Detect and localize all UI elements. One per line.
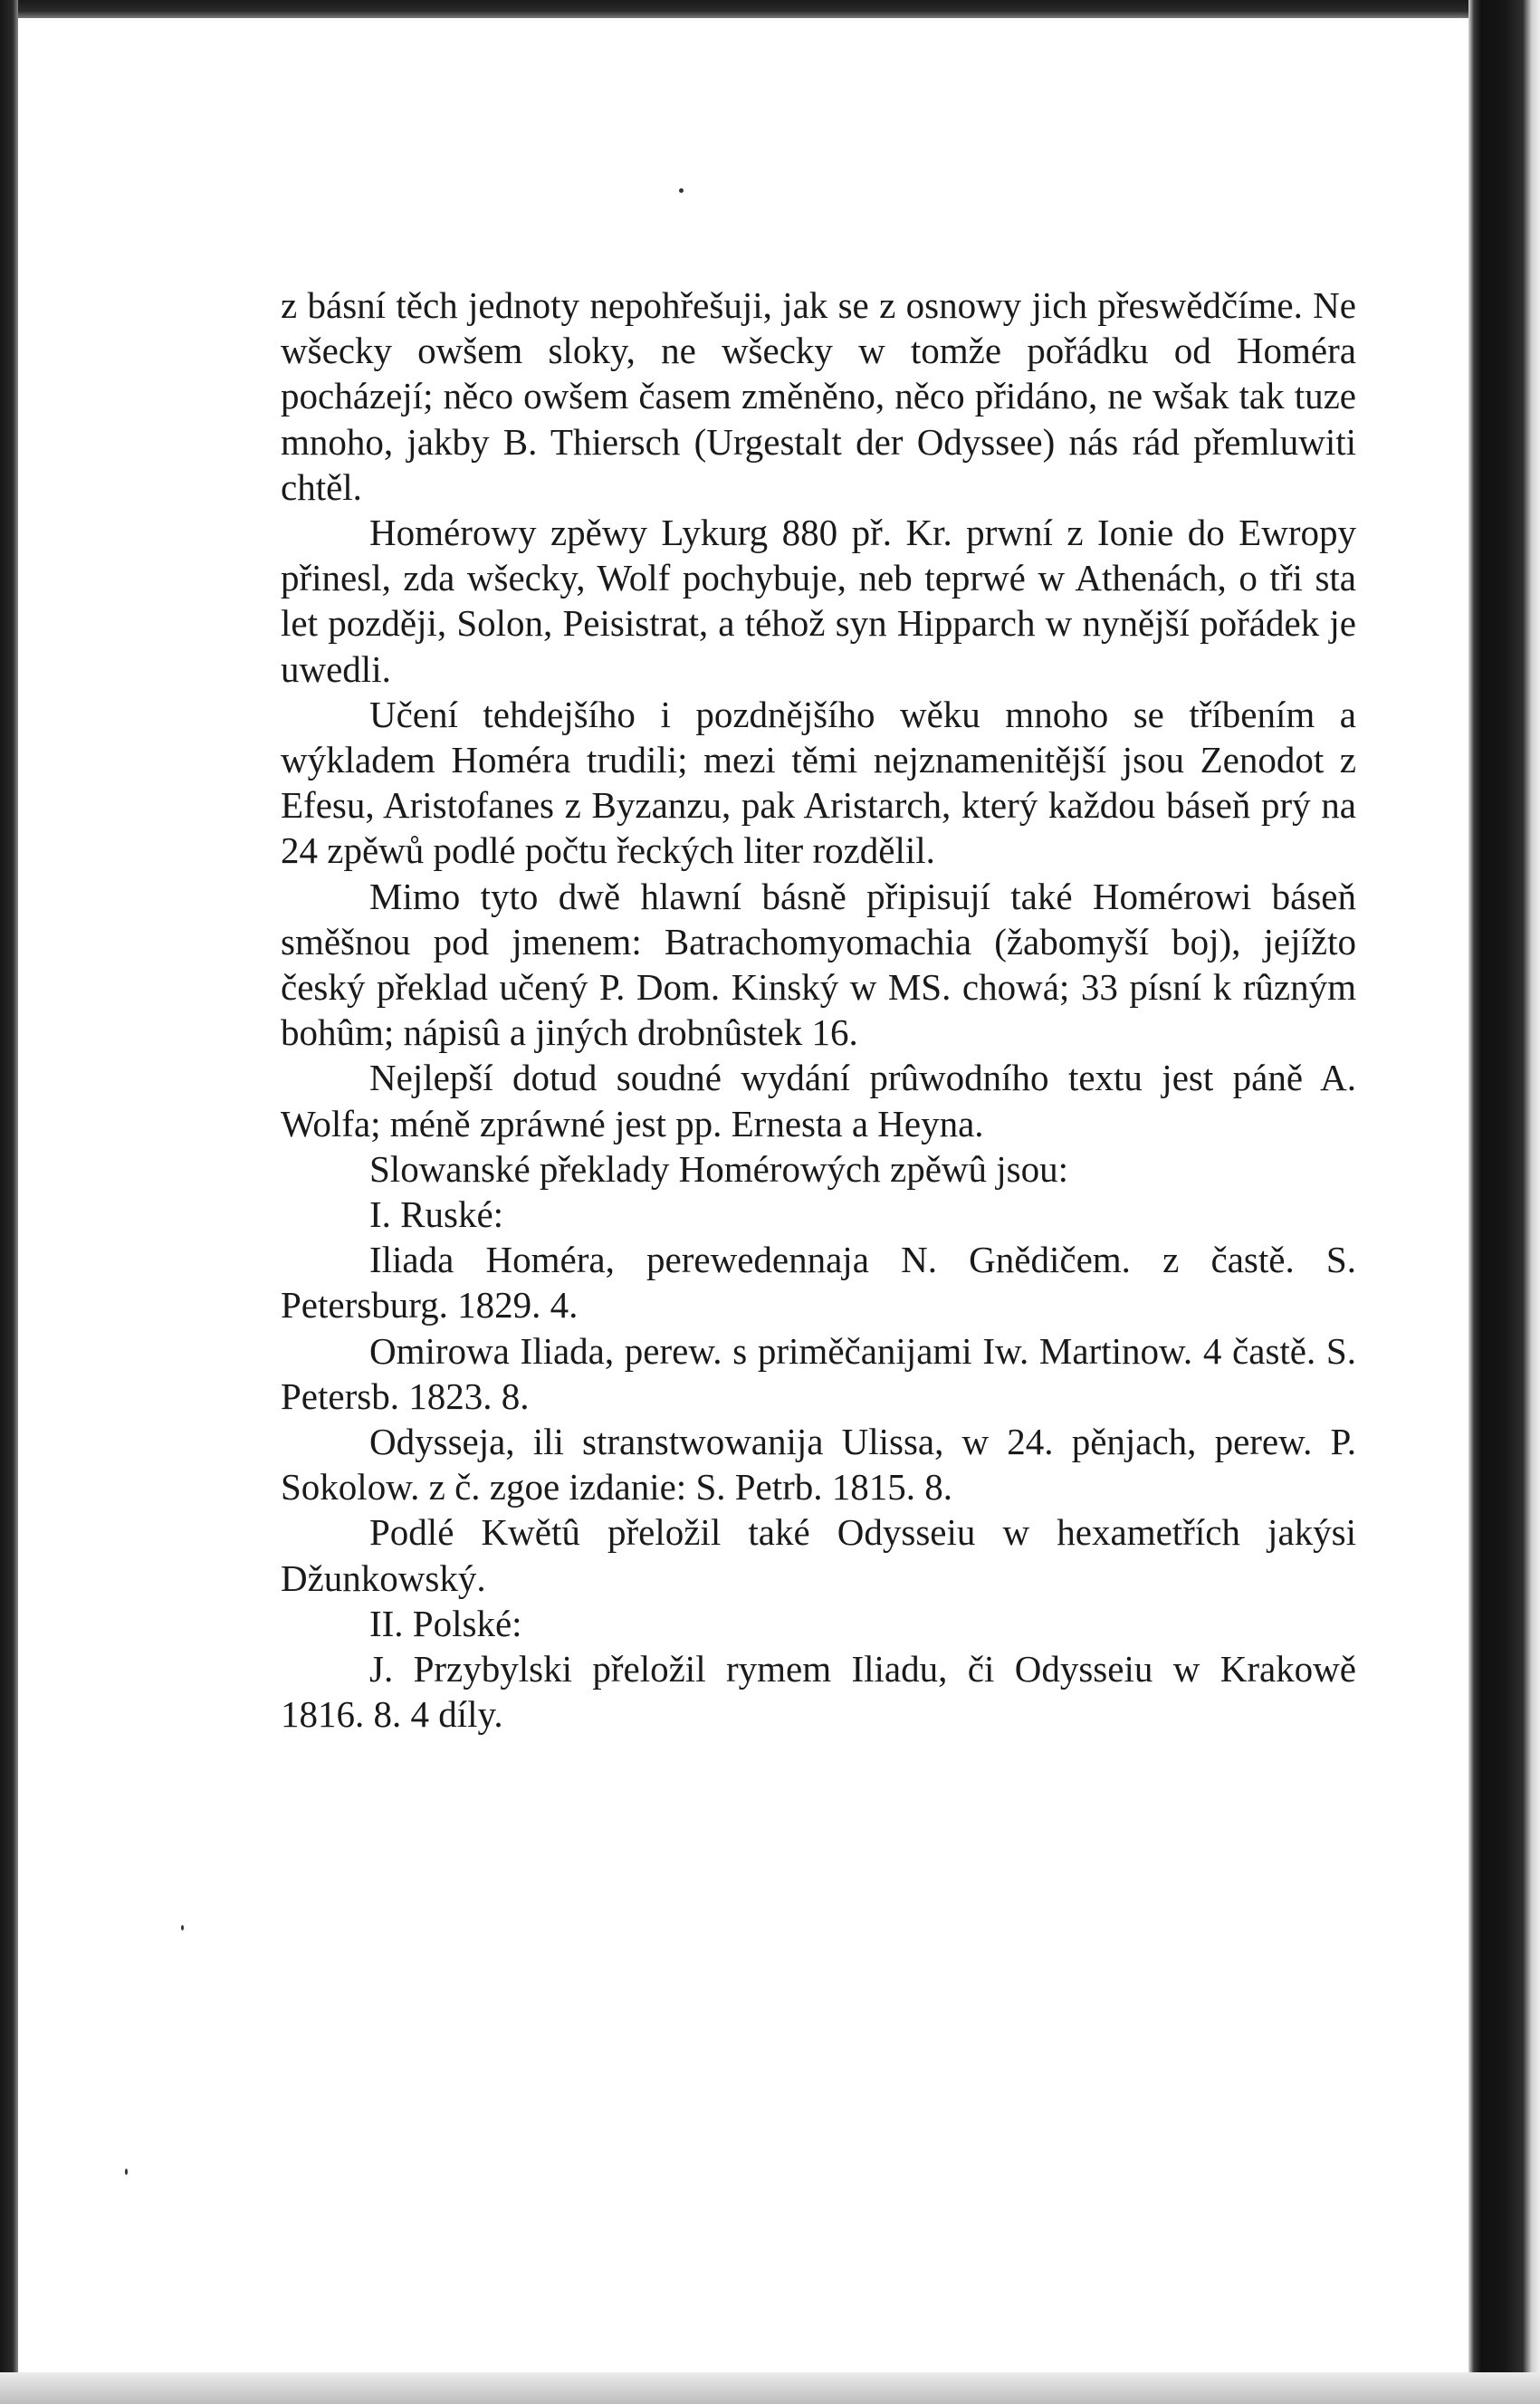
scan-edge-top (0, 0, 1540, 18)
paragraph: Mimo tyto dwě hlawní básně připisují také Homérowi báseň směšnou pod jmenem: Batrachomyomachia (žabomyší boj), jejížto český překlad učený P. Dom. Kinský w MS. chowá; 33 písní k rûzným bohûm; nápisû a jiných drobnûstek 16. (281, 875, 1356, 1054)
scan-edge-bottom (0, 2372, 1540, 2404)
ink-speck (679, 188, 684, 193)
section-heading: II. Polské: (369, 1602, 522, 1644)
body-text (281, 283, 1356, 1738)
bibliography-entry: Podlé Kwětû přeložil také Odysseiu w hexametřích jakýsi Džunkowský. (281, 1511, 1356, 1599)
bibliography-entry: Odysseja, ili stranstwowanija Ulissa, w 24. pěnjach, perew. P. Sokolow. z č. zgoe izdanie: S. Petrb. 1815. 8. (281, 1421, 1356, 1508)
section-heading: I. Ruské: (369, 1193, 504, 1236)
paragraph: z básní těch jednoty nepohřešuji, jak se z osnowy jich přeswědčíme. Ne wšecky owšem sloky, ne wšecky w tomže pořádku od Homéra pocházejí; něco owšem časem změněno, něco přidáno, ne wšak tak tuze mnoho, jakby B. Thiersch (Urgestalt der Odyssee) nás rád přemluwiti chtěl. (281, 284, 1356, 508)
ink-speck (181, 1925, 184, 1930)
paragraph: Učení tehdejšího i pozdnějšího wěku mnoho se tříbením a wýkladem Homéra trudili; mezi těmi nejznamenitější jsou Zenodot z Efesu, Aristofanes z Byzanzu, pak Aristarch, který každou báseň prý na 24 zpěwů podlé počtu řeckých liter rozdělil. (281, 693, 1356, 872)
scan-edge-left (0, 0, 18, 2404)
paragraph: Homérowy zpěwy Lykurg 880 př. Kr. prwní z Ionie do Ewropy přinesl, zda wšecky, Wolf pochybuje, neb teprwé w Athenách, o tři sta let později, Solon, Peisistrat, a téhož syn Hipparch w nynější pořádek je uwedli. (281, 512, 1356, 690)
scan-edge-right (1468, 0, 1540, 2404)
bibliography-entry: J. Przybylski přeložil rymem Iliadu, či Odysseiu w Krakowě 1816. 8. 4 díly. (281, 1648, 1356, 1736)
paragraph: Slowanské překlady Homérowých zpěwû jsou: (369, 1147, 1068, 1190)
bibliography-entry: Iliada Homéra, perewedennaja N. Gnědičem. z častě. S. Petersburg. 1829. 4. (281, 1239, 1356, 1327)
book-page (18, 18, 1468, 2372)
paragraph: Nejlepší dotud soudné wydání prûwodního textu jest páně A. Wolfa; méně zpráwné jest pp. Ernesta a Heyna. (281, 1057, 1356, 1145)
bibliography-entry: Omirowa Iliada, perew. s priměčanijami Iw. Martinow. 4 častě. S. Petersb. 1823. 8. (281, 1329, 1356, 1417)
ink-speck (125, 2169, 128, 2175)
